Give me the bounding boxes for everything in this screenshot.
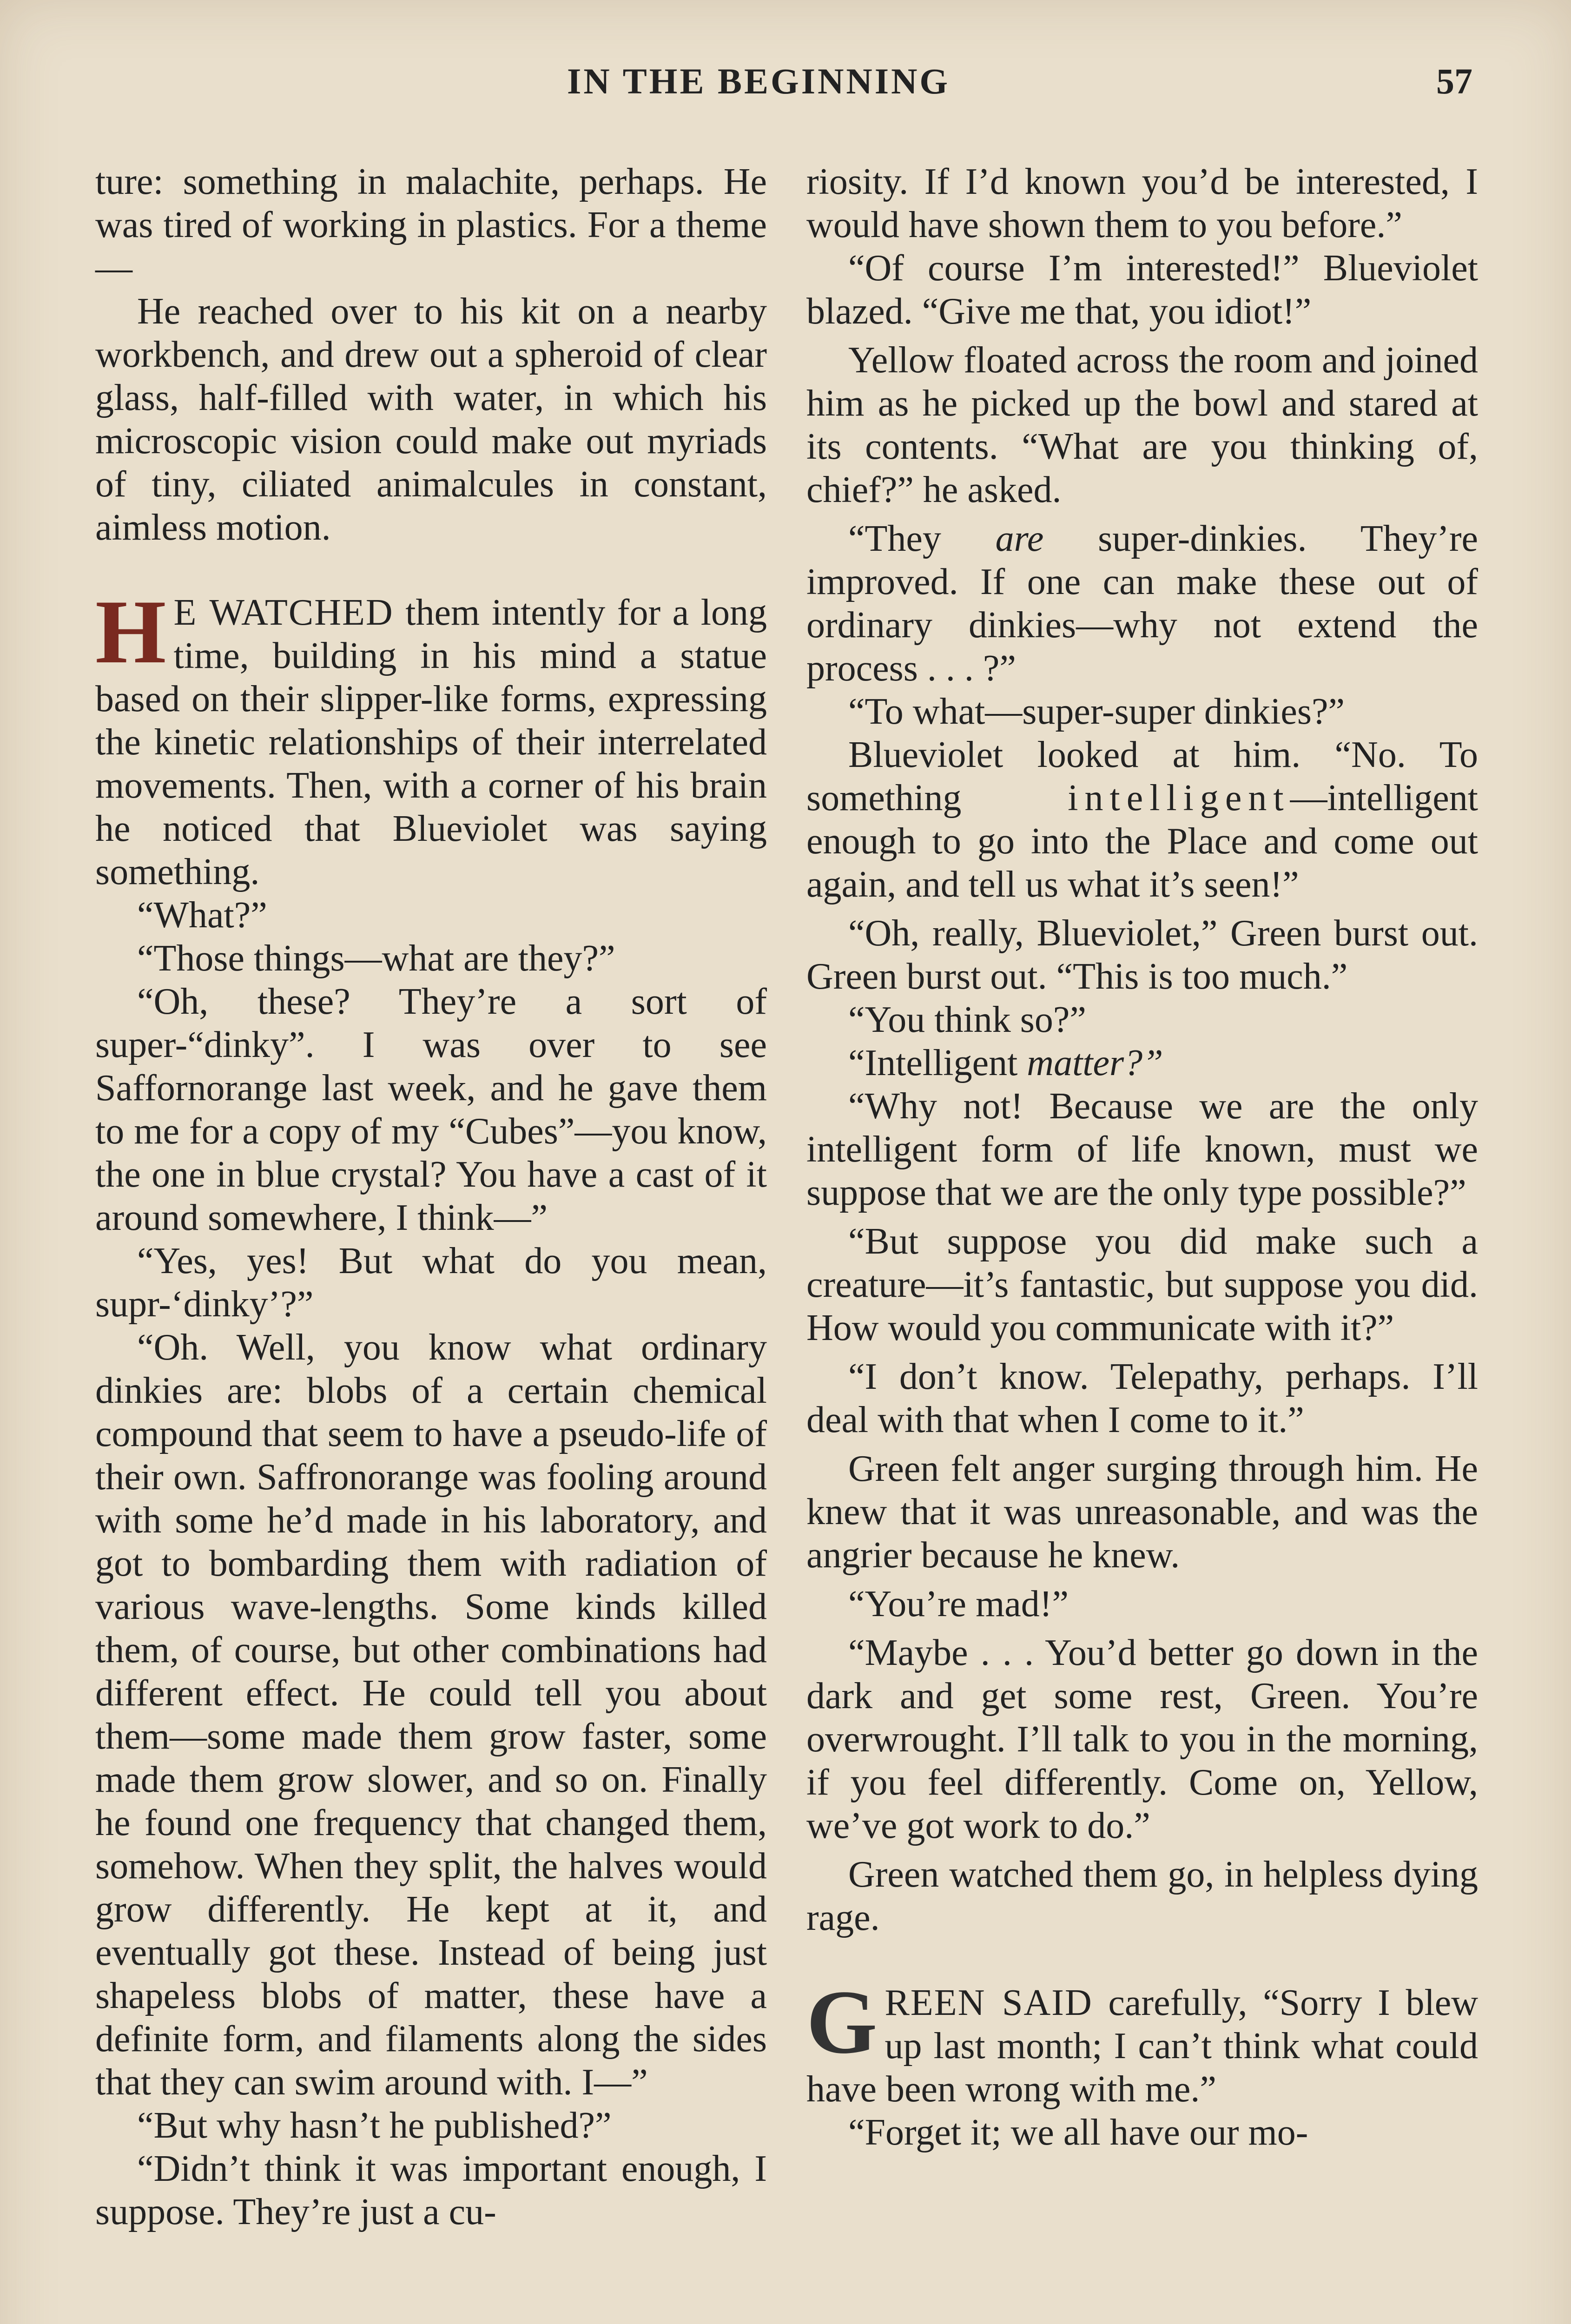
paragraph xyxy=(806,733,1478,906)
paragraph: Green felt anger surging through him. He knew that it was unreasonable, and was the angrier because he knew. xyxy=(806,1448,1478,1576)
paragraph: Green watched them go, in helpless dying rage. xyxy=(806,1854,1478,1938)
paragraph xyxy=(806,1042,1478,1085)
paragraph: “But why hasn’t he published?” xyxy=(137,2105,612,2146)
section-opening-paragraph xyxy=(806,1972,1478,2111)
left-column xyxy=(95,160,767,2234)
paragraph-text: them intently for a long time, building in his mind a statue based on their slipper-like forms, expressing the kinetic relationships of their interrelated movements. Then, with a corner of his brain he noticed that Blueviolet was saying something. xyxy=(95,592,767,892)
paragraph-text: —intelligent enough to go into the Place and come out again, and tell us what it’s seen!” xyxy=(806,778,1478,905)
drop-cap: H xyxy=(95,581,166,682)
paragraph: “What?” xyxy=(137,895,267,936)
paragraph: “Oh. Well, you know what ordinary dinkies are: blobs of a certain chemical compound that seem to have a pseudo-life of their own. Saffronorange was fooling around with some he’d made in his laboratory, and got to bombarding them with radiation of various wave-lengths. Some kinds killed them, of course, but other combinations had different effect. He could tell you about them—some made them grow faster, some made them grow slower, and so on. Finally he found one frequency that changed them, somehow. When they split, the halves would grow differently. He kept at it, and eventually got these. Instead of being just shapeless blobs of matter, these have a definite form, and filaments along the sides that they can swim around with. I—” xyxy=(95,1327,767,2103)
page-header xyxy=(0,60,1571,112)
paragraph: “Those things—what are they?” xyxy=(137,938,615,979)
paragraph: “But suppose you did make such a creature—it’s fantastic, but suppose you did. How would you communicate with it?” xyxy=(806,1221,1478,1348)
paragraph: ture: something in malachite, perhaps. He was tired of working in plastics. For a theme— xyxy=(95,161,767,289)
paragraph: “Oh, really, Blueviolet,” Green burst out. Green burst out. “This is too much.” xyxy=(806,913,1478,997)
running-title: IN THE BEGINNING xyxy=(567,61,951,101)
section-opening-paragraph xyxy=(95,581,767,894)
lead-in: E WATCHED xyxy=(173,592,394,633)
drop-cap: G xyxy=(806,1972,878,2073)
paragraph xyxy=(806,517,1478,690)
paragraph: “Oh, these? They’re a sort of super-“dinky”. I was over to see Saffornorange last week, and he gave them to me for a copy of my “Cubes”—you know, the one in blue crystal? You have a cast of it around somewhere, I think—” xyxy=(95,981,767,1238)
paragraph-text: Blueviolet looked at him. “No. To something xyxy=(806,734,1478,819)
right-column xyxy=(806,160,1478,2154)
paragraph: riosity. If I’d known you’d be interested, I would have shown them to you before.” xyxy=(806,161,1478,245)
paragraph: “Yes, yes! But what do you mean, supr-‘dinky’?” xyxy=(95,1241,767,1325)
paragraph: “Why not! Because we are the only intelligent form of life known, must we suppose that we are the only type possible?” xyxy=(806,1086,1478,1213)
paragraph-text: “They xyxy=(848,518,996,559)
emphasis: are xyxy=(995,518,1044,559)
paragraph: Yellow floated across the room and joined him as he picked up the bowl and stared at its contents. “What are you thinking of, chief?” he asked. xyxy=(806,340,1478,510)
paragraph-text: super-dinkies. They’re improved. If one can make these out of ordinary dinkies—why not extend the process . . . ?” xyxy=(806,518,1478,689)
paragraph: “You’re mad!” xyxy=(848,1584,1069,1624)
emphasis: matter?” xyxy=(1027,1043,1163,1083)
paragraph: “Didn’t think it was important enough, I suppose. They’re just a cu- xyxy=(95,2148,767,2232)
paragraph-text: carefully, “Sorry I blew up last month; I can’t think what could have been wrong with me.” xyxy=(806,1982,1478,2110)
page-number: 57 xyxy=(1436,61,1472,101)
paragraph: “Forget it; we all have our mo- xyxy=(848,2112,1308,2153)
paragraph: He reached over to his kit on a nearby workbench, and drew out a spheroid of clear glass, half-filled with water, in which his microscopic vision could make out myriads of tiny, ciliated animalcules in constant, aimless motion. xyxy=(95,291,767,548)
paragraph: “Maybe . . . You’d better go down in the dark and get some rest, Green. You’re overwrought. I’ll talk to you in the morning, if you feel differently. Come on, Yellow, we’ve got work to do.” xyxy=(806,1632,1478,1846)
spaced-emphasis: intelligent xyxy=(1068,778,1290,819)
paragraph-text: “Intelligent xyxy=(848,1043,1027,1083)
paragraph: “You think so?” xyxy=(848,999,1086,1040)
paragraph: “Of course I’m interested!” Blueviolet blazed. “Give me that, you idiot!” xyxy=(806,248,1478,332)
paragraph: “To what—super-super dinkies?” xyxy=(848,691,1345,732)
paragraph: “I don’t know. Telepathy, perhaps. I’ll deal with that when I come to it.” xyxy=(806,1356,1478,1440)
lead-in: REEN SAID xyxy=(885,1982,1093,2023)
